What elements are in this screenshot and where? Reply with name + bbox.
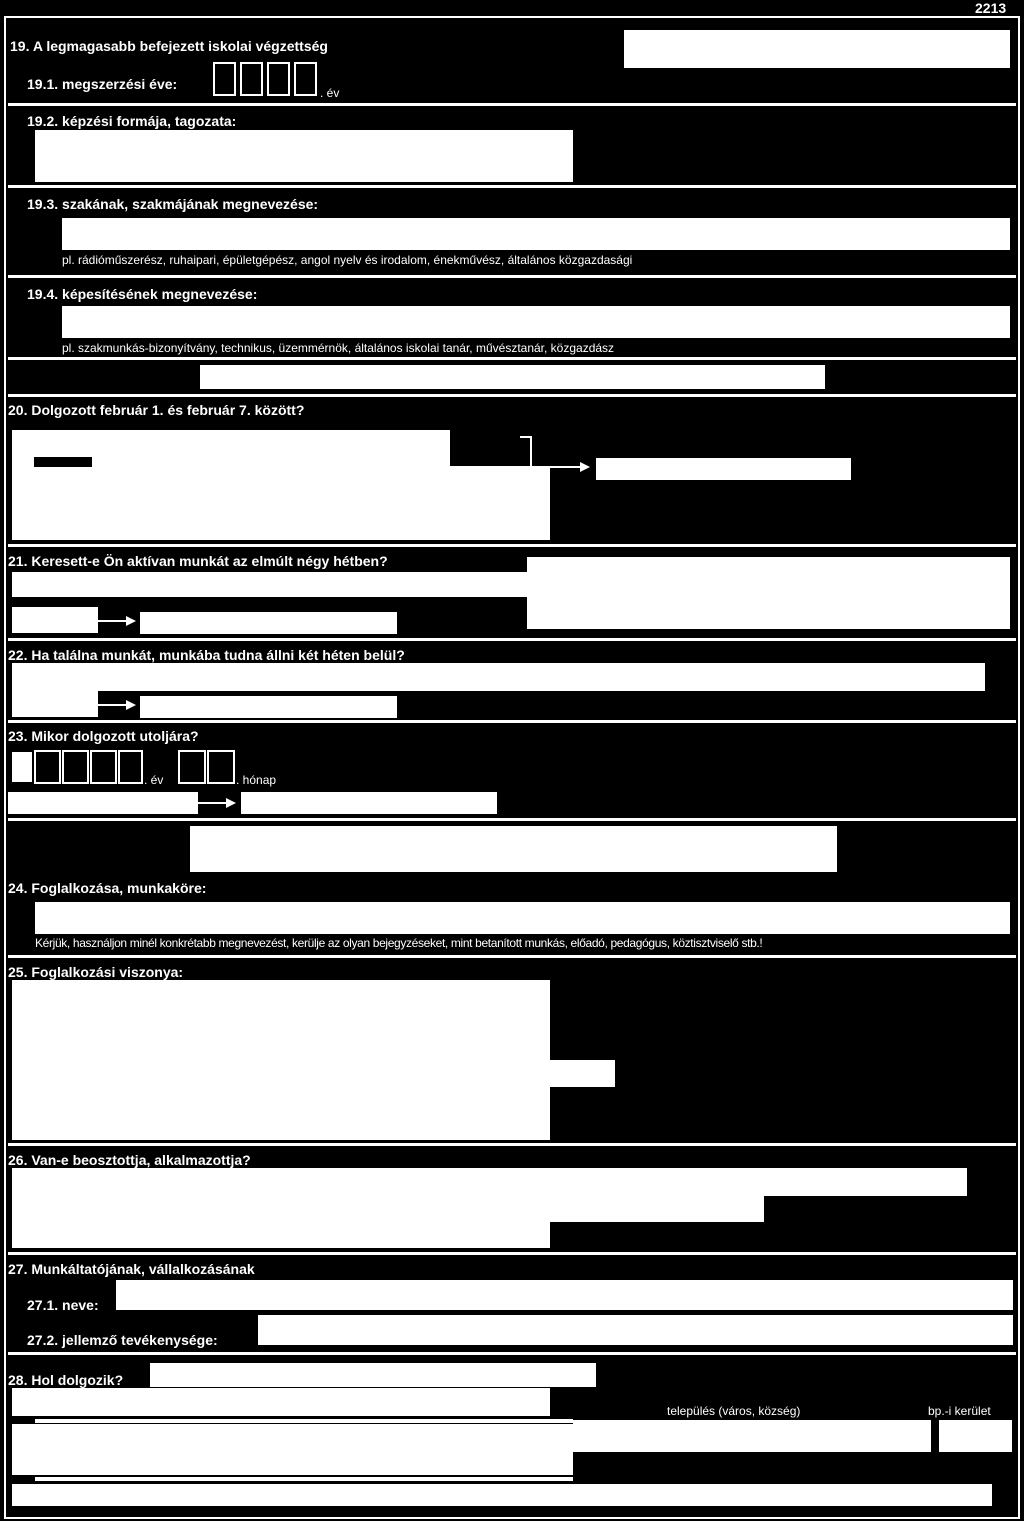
q21-options-box[interactable] [12,572,527,597]
q19-year-suffix: . év [320,86,340,100]
q27-1-label: 27.1. neve: [27,1297,99,1313]
bracket-line [530,436,532,466]
q23-box[interactable] [12,752,32,782]
q23-month-digit-1[interactable] [178,750,206,784]
divider [8,638,1016,641]
q28-options-bottom[interactable] [12,1484,992,1506]
q27-title: 27. Munkáltatójának, vállalkozásának [8,1261,255,1277]
q21-title: 21. Keresett-e Ön aktívan munkát az elmúlt négy hétben? [8,553,388,569]
arrow-line [532,466,582,468]
q28-options-lower[interactable] [12,1424,573,1475]
q19-2-label: 19.2. képzési formája, tagozata: [27,113,237,129]
q19-field-answer[interactable] [62,218,1010,250]
q19-answer-box[interactable] [624,30,1010,68]
q28-settlement-label: település (város, község) [667,1404,801,1418]
divider [8,185,1016,188]
q20-options-box-lower[interactable] [12,466,550,540]
q19-year-digit-1[interactable] [213,62,236,96]
q28-title: 28. Hol dolgozik? [8,1372,124,1388]
q27-2-label: 27.2. jellemző tevékenysége: [27,1332,218,1348]
q23-goto-box [241,792,497,814]
q28-district-answer[interactable] [939,1420,1012,1452]
arrow-line [98,704,128,706]
q19-3-label: 19.3. szakának, szakmájának megnevezése: [27,196,319,212]
q19-year-digit-4[interactable] [294,62,317,96]
q23-month-digit-2[interactable] [207,750,235,784]
q23-option-never[interactable] [8,792,198,814]
q21-option-no[interactable] [12,607,98,633]
arrow-line [98,620,128,622]
underline [35,1419,573,1423]
arrow-line [198,802,228,804]
q20-title: 20. Dolgozott február 1. és február 7. között? [8,402,305,418]
q25-options-extra[interactable] [550,1060,615,1087]
q19-year-digit-2[interactable] [240,62,263,96]
q23-year-digit-1[interactable] [34,750,61,784]
divider [8,818,1016,821]
q21-goto-box [140,612,397,634]
arrow-right-icon [126,700,136,710]
checkbox-mark[interactable] [34,457,92,467]
q28-settlement-answer[interactable] [573,1420,931,1452]
divider [8,357,1016,360]
q19-qual-hint: pl. szakmunkás-bizonyítvány, technikus, üzemmérnök, általános iskolai tanár, művésztanár, közgazdász [62,341,615,355]
q27-activity-answer[interactable] [258,1315,1013,1345]
q19-field-hint: pl. rádióműszerész, ruhaipari, épületgépész, angol nyelv és irodalom, énekművész, általános közgazdasági [62,253,633,267]
q19-form-answer[interactable] [35,130,573,182]
q19-year-digit-3[interactable] [267,62,290,96]
q25-options-box[interactable] [12,980,550,1140]
section-note-box-2 [190,826,837,872]
q19-title: 19. A legmagasabb befejezett iskolai végzettség [10,38,328,54]
q23-year-digit-3[interactable] [90,750,117,784]
divider [8,394,1016,397]
q26-options-box[interactable] [12,1168,967,1196]
divider [8,103,1016,106]
q20-goto-box [596,458,851,480]
q23-year-digit-2[interactable] [62,750,89,784]
arrow-right-icon [226,798,236,808]
q23-year-suffix: . év [144,773,164,787]
q26-title: 26. Van-e beosztottja, alkalmazottja? [8,1152,251,1168]
section-note-box [200,365,825,389]
q26-options-bottom[interactable] [12,1222,550,1248]
divider [8,275,1016,278]
q23-year-digit-4[interactable] [118,750,143,784]
divider [8,955,1016,958]
q28-option-box[interactable] [150,1363,596,1387]
divider [8,1143,1016,1146]
q22-option-no[interactable] [12,691,98,717]
page-number: 2213 [975,0,1007,16]
q22-options-box[interactable] [12,663,985,691]
q19-4-label: 19.4. képesítésének megnevezése: [27,286,258,302]
bracket-line [520,436,530,438]
q19-qual-answer[interactable] [62,306,1010,338]
q28-district-label: bp.-i kerület [928,1404,991,1418]
underline [35,1477,573,1481]
divider [8,544,1016,547]
q23-month-suffix: . hónap [236,773,277,787]
q26-options-lower[interactable] [12,1196,764,1222]
q24-hint: Kérjük, használjon minél konkrétabb megnevezést, kerülje az olyan bejegyzéseket, mint betanított munkás, előadó, pedagógus, köztisztviselő stb.! [35,936,763,950]
q22-goto-box [140,696,397,718]
arrow-right-icon [580,462,590,472]
divider [8,1252,1016,1255]
q21-right-box[interactable] [527,557,1010,629]
arrow-right-icon [126,616,136,626]
q23-title: 23. Mikor dolgozott utoljára? [8,728,199,744]
q24-answer[interactable] [35,902,1010,934]
divider [8,1352,1016,1355]
q22-title: 22. Ha találna munkát, munkába tudna állni két héten belül? [8,647,405,663]
q28-options-box[interactable] [12,1388,550,1416]
q27-name-answer[interactable] [116,1280,1013,1310]
q24-title: 24. Foglalkozása, munkaköre: [8,880,207,896]
divider [8,720,1016,723]
q19-1-label: 19.1. megszerzési éve: [27,76,178,92]
q25-title: 25. Foglalkozási viszonya: [8,964,184,980]
